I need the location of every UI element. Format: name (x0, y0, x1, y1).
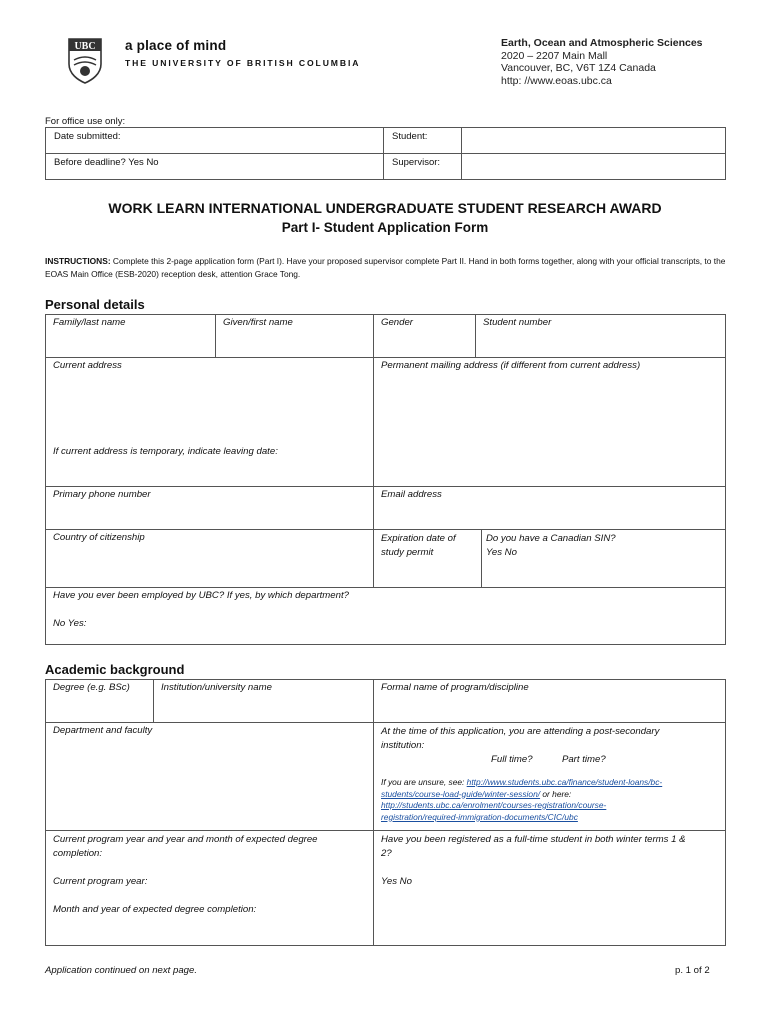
instructions (45, 255, 735, 280)
department-address-block (501, 37, 703, 87)
office-use-table (45, 127, 726, 180)
course-load-note (381, 777, 725, 823)
supervisor-field[interactable] (462, 154, 726, 180)
immigration-docs-link-cont[interactable]: registration/required-immigration-documents/CIC/ubc (381, 811, 578, 822)
study-permit-field[interactable] (374, 530, 482, 588)
sin-field[interactable] (482, 530, 726, 588)
department-name: Earth, Ocean and Atmospheric Sciences (501, 37, 703, 49)
website: http: //www.eoas.ubc.ca (501, 74, 612, 87)
continued-note: Application continued on next page. (45, 965, 198, 976)
student-field[interactable] (462, 128, 726, 154)
program-year-question-1: Current program year and year and month of expected degree (53, 834, 318, 845)
address-line-2: Vancouver, BC, V6T 1Z4 Canada (501, 62, 656, 74)
employment-options: No Yes: (53, 618, 87, 629)
department-faculty-field[interactable]: Department and faculty (46, 723, 374, 831)
institution-field[interactable]: Institution/university name (154, 680, 374, 723)
attendance-question-1: At the time of this application, you are attending a post-secondary (381, 726, 660, 737)
personal-details-heading: Personal details (45, 297, 145, 312)
page-number: p. 1 of 2 (675, 965, 710, 976)
academic-background-heading: Academic background (45, 662, 185, 677)
sin-options: Yes No (486, 547, 517, 558)
ubc-employment-field[interactable] (46, 588, 726, 645)
leaving-date-label: If current address is temporary, indicate leaving date: (53, 446, 278, 457)
current-address-label: Current address (53, 360, 122, 371)
full-time-option[interactable]: Full time? (491, 754, 533, 765)
address-line-1: 2020 – 2207 Main Mall (501, 49, 608, 62)
ubc-logo-shield-icon (68, 38, 102, 84)
sin-question: Do you have a Canadian SIN? (486, 533, 616, 544)
form-subtitle: Part I- Student Application Form (281, 220, 489, 235)
form-title: WORK LEARN INTERNATIONAL UNDERGRADUATE STUDENT RESEARCH AWARD (108, 200, 662, 216)
family-name-field[interactable]: Family/last name (46, 315, 216, 358)
program-year-question-2: completion: (53, 848, 103, 859)
employment-question: Have you ever been employed by UBC? If yes, by which department? (53, 590, 349, 601)
instructions-label: INSTRUCTIONS: (45, 256, 111, 266)
office-use-label: For office use only: (45, 116, 126, 127)
or-here: or here: (540, 788, 572, 799)
given-name-field[interactable]: Given/first name (216, 315, 374, 358)
program-field[interactable]: Formal name of program/discipline (374, 680, 726, 723)
program-year-field[interactable] (46, 831, 374, 946)
fulltime-winter-field[interactable] (374, 831, 726, 946)
personal-details-table (45, 314, 726, 645)
date-submitted-field[interactable]: Date submitted: (46, 128, 384, 154)
part-time-option[interactable]: Part time? (561, 754, 606, 765)
academic-background-table (45, 679, 726, 946)
unsure-prefix: If you are unsure, see: (381, 777, 467, 787)
study-permit-label-2: study permit (381, 547, 434, 558)
phone-field[interactable]: Primary phone number (46, 487, 374, 530)
current-year-label: Current program year: (53, 876, 148, 887)
tagline: a place of mind (125, 38, 227, 53)
current-address-field[interactable] (46, 358, 374, 487)
student-label: Student: (384, 128, 462, 154)
degree-field[interactable]: Degree (e.g. BSc) (46, 680, 154, 723)
course-load-link-1-cont[interactable]: students/course-load-guide/winter-session/ (381, 788, 541, 799)
ubc-logo-text: UBC (74, 41, 96, 52)
fulltime-question-1: Have you been registered as a full-time student in both winter terms 1 & (381, 834, 686, 845)
student-number-field[interactable]: Student number (476, 315, 726, 358)
immigration-docs-link[interactable]: http://students.ubc.ca/enrolment/courses-registration/course- (381, 800, 607, 810)
course-load-link-1[interactable]: http://www.students.ubc.ca/finance/student-loans/bc- (466, 777, 663, 787)
university-name: THE UNIVERSITY OF BRITISH COLUMBIA (125, 58, 361, 68)
study-permit-label-1: Expiration date of (381, 533, 456, 544)
gender-field[interactable]: Gender (374, 315, 476, 358)
fulltime-options: Yes No (381, 876, 412, 887)
before-deadline-field[interactable]: Before deadline? Yes No (46, 154, 384, 180)
attendance-question-2: institution: (381, 740, 425, 751)
permanent-address-field[interactable]: Permanent mailing address (if different from current address) (374, 358, 726, 487)
fulltime-question-2: 2? (381, 848, 392, 859)
citizenship-field[interactable]: Country of citizenship (46, 530, 374, 588)
instructions-text: Complete this 2-page application form (Part I). Have your proposed supervisor complete Part II. Hand in both forms together, along with your official transcripts, to the EOAS Main Office (ESB-2020) reception desk, attention Grace Tong. (45, 256, 726, 279)
attendance-field[interactable] (374, 723, 726, 831)
supervisor-label: Supervisor: (384, 154, 462, 180)
email-field[interactable]: Email address (374, 487, 726, 530)
degree-completion-label: Month and year of expected degree completion: (53, 904, 257, 915)
